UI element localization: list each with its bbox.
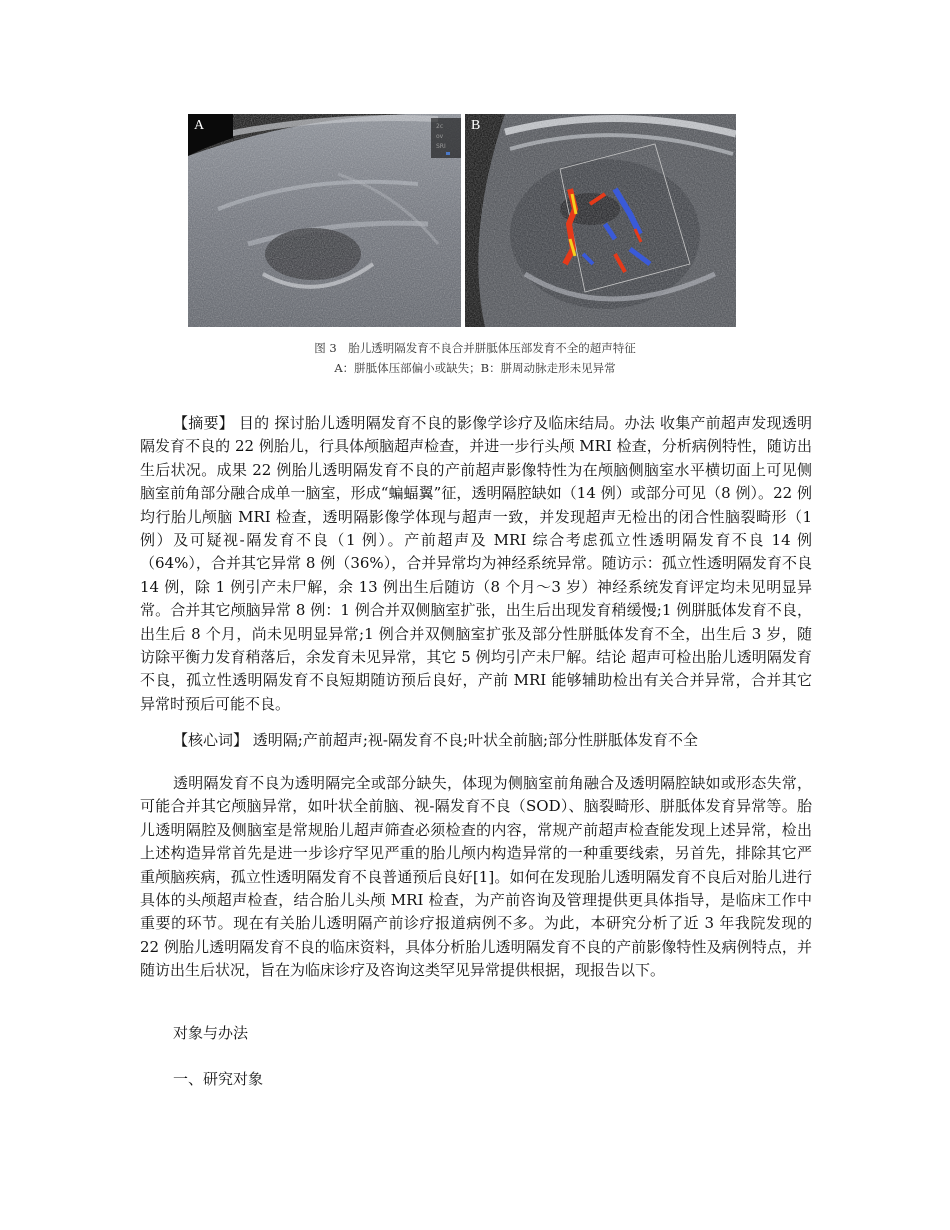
figure-caption-title: 图 3 胎儿透明隔发育不良合并胼胝体压部发育不全的超声特征 xyxy=(314,341,636,355)
panel-b-label: B xyxy=(471,118,481,133)
panel-a-label: A xyxy=(194,118,205,133)
introduction-paragraph: 透明隔发育不良为透明隔完全或部分缺失，体现为侧脑室前角融合及透明隔腔缺如或形态失常，可能合并其它颅脑异常，如叶状全前脑、视-隔发育不良（SOD）、脑裂畸形、胼胝体发育异常等。胎儿透明隔腔及侧脑室是常规胎儿超声筛查必须检查的内容，常规产前超声检查能发现上述异常，检出上述构造异常首先是进一步诊疗罕见严重的胎儿颅内构造异常的一种重要线索，另首先，排除其它严重颅脑疾病，孤立性透明隔发育不良普通预后良好[1]。如何在发现胎儿透明隔发育不良后对胎儿进行具体的头颅超声检查，结合胎儿头颅 MRI 检查，为产前咨询及管理提供更具体指导，是临床工作中重要的环节。现在有关胎儿透明隔产前诊疗报道病例不多。为此，本研究分析了近 3 年我院发现的 22 例胎儿透明隔发育不良的临床资料，具体分析胎儿透明隔发育不良的产前影像特性及病例特点，并随访出生后状况，旨在为临床诊疗及咨询这类罕见异常提供根据，现报告以下。 xyxy=(140,774,812,980)
section-heading-methods: 对象与办法 xyxy=(173,1024,249,1042)
svg-text:ov: ov xyxy=(436,133,444,140)
keywords-paragraph: 【核心词】 透明隔;产前超声;视-隔发育不良;叶状全前脑;部分性胼胝体发育不全 xyxy=(173,731,699,749)
figure-caption-subtitle: A：胼胝体压部偏小或缺失；B：胼周动脉走形未见异常 xyxy=(334,361,616,375)
ultrasound-image-b xyxy=(465,114,736,327)
ultrasound-image-a xyxy=(188,114,461,327)
svg-text:2c: 2c xyxy=(436,123,444,130)
ultrasound-figure xyxy=(188,114,736,327)
abstract-paragraph: 【摘要】 目的 探讨胎儿透明隔发育不良的影像学诊疗及临床结局。办法 收集产前超声发现透明隔发育不良的 22 例胎儿，行具体颅脑超声检查，并进一步行头颅 MRI 检查，分析病例特性，随访出生后状况。成果 22 例胎儿透明隔发育不良的产前超声影像特性为在颅脑侧脑室水平横切面上可见侧脑室前角部分融合成单一脑室，形成“蝙蝠翼”征，透明隔腔缺如（14 例）或部分可见（8 例）。22 例均行胎儿颅脑 MRI 检查，透明隔影像学体现与超声一致，并发现超声无检出的闭合性脑裂畸形（1 例）及可疑视-隔发育不良（1 例）。产前超声及 MRI 综合考虑孤立性透明隔发育不良 14 例（64%），合并其它异常 8 例（36%），合并异常均为神经系统异常。随访示：孤立性透明隔发育不良 14 例，除 1 例引产未尸解，余 13 例出生后随访（8 个月～3 岁）神经系统发育评定均未见明显异常。合并其它颅脑异常 8 例：1 例合并双侧脑室扩张，出生后出现发育稍缓慢;1 例胼胝体发育不良，出生后 8 个月，尚未见明显异常;1 例合并双侧脑室扩张及部分性胼胝体发育不全，出生后 3 岁，随访除平衡力发育稍落后，余发育未见异常，其它 5 例均引产未尸解。结论 超声可检出胎儿透明隔发育不良，孤立性透明隔发育不良短期随访预后良好，产前 MRI 能够辅助检出有关合并异常，合并其它异常时预后可能不良。 xyxy=(140,414,812,713)
subsection-heading-subjects: 一、研究对象 xyxy=(173,1070,264,1088)
svg-text:SRI: SRI xyxy=(436,143,446,150)
